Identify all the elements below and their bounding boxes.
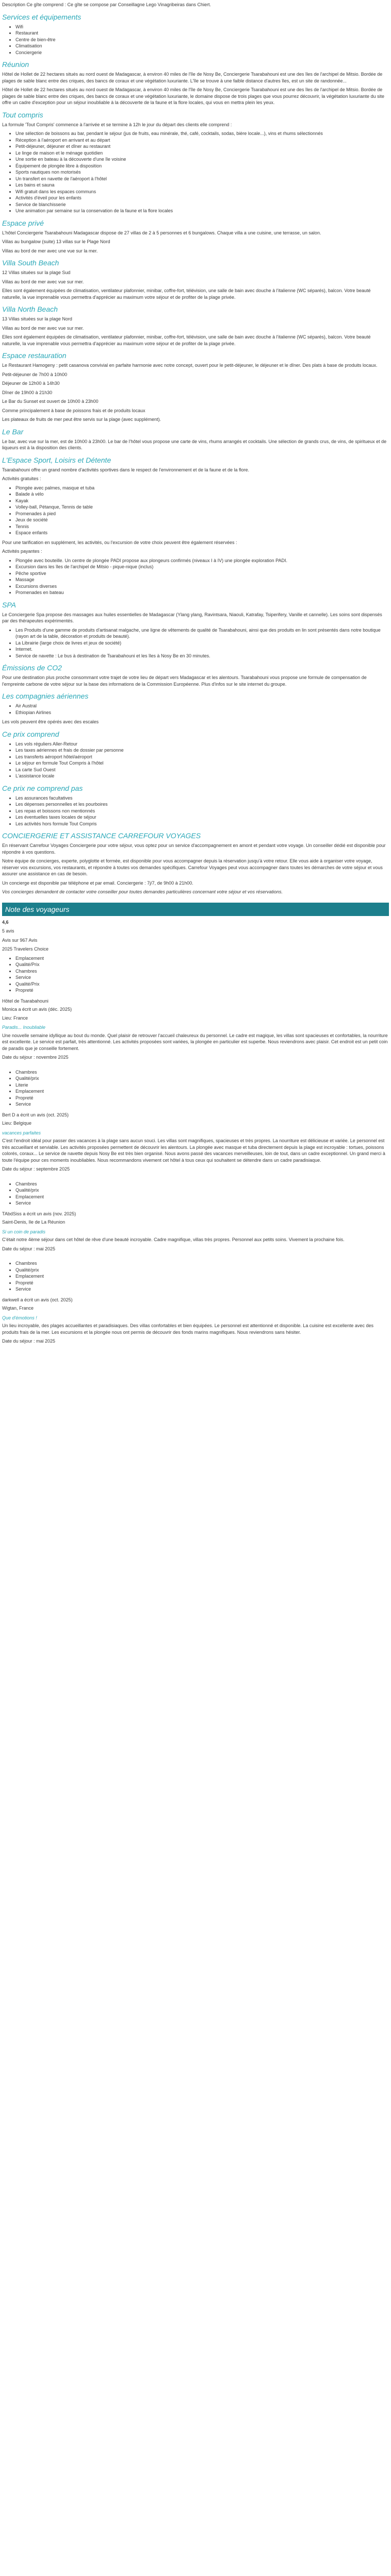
review-card (2, 1181, 389, 1252)
excluded-heading: Ce prix ne comprend pas (2, 784, 83, 792)
villa-south-section (2, 259, 389, 300)
list-item: • Un transfert en navette de l'aéroport à l'hôtel (15, 176, 389, 182)
list-item: • Conciergerie (15, 49, 389, 56)
paragraph: Tsarabahouni offre un grand nombre d'activités sportives dans le respect de l'environnement et de la faune et de la flore. (2, 467, 250, 472)
subheading: Activités payantes : (2, 549, 42, 554)
list-item: • Emplacement (15, 1273, 389, 1280)
paragraph: Le bar, avec vue sur la mer, est de 10h00 à 23h00. Le bar de l'hôtel vous propose une carte de vins, rhums arrangés et cocktails. Une sélection de grands crus, de vins, de spiritueux et de liqueurs est à la disposition des clients. (2, 438, 387, 450)
list-item: • Wifi (15, 24, 389, 30)
review-text: C'est l'endroit idéal pour passer des vacances à la plage sans aucun souci. Les villas sont magnifiques, spacieuses et très propres. La nourriture est délicieuse et variée. Le personnel est très accueillant et serviable. Les activités proposées permettent de découvrir les alentours. La plongée avec masque et tuba directement depuis la plage est incroyable : tortues, poissons colorés, coraux... Le service de navette depuis Nosy Be est très bien organisé. Nous avons passé des vacances merveilleuses, loin de tout, dans un cadre exceptionnel. Un grand merci à toute l'équipe pour ces moments inoubliables. Nous recommandons vivement cet hôtel à tous ceux qui souhaitent se détendre dans un cadre paradisiaque. (2, 1138, 385, 1163)
review-criteria (2, 1260, 389, 1293)
paragraph: 12 Villas situées sur la plage Sud (2, 270, 71, 275)
review-location: Saint-Denis, Ile de La Réunion (2, 1219, 66, 1225)
list-item: • Plongée avec palmes, masque et tuba (15, 485, 389, 492)
paragraph: Hôtel de Hollet de 22 hectares situés au nord ouest de Madagascar, à environ 40 miles de l'île de Nosy Be, Conciergerie Tsarabahouni est une des îles de l'archipel de Mitsio. Bordée de plages de sable blanc entre des criques, des bancs de coraux et une végétation luxuriante, le domaine dispose de trois plages que vous pourrez découvrir, la végétation luxuriante du site offre un cadre d'exception pour un séjour inoubliable à la découverte de la faune et la flore locales, qui vous en mettra plein les yeux. (2, 87, 384, 105)
list-item: • Chambres (15, 1069, 389, 1076)
list-item: • Excursion dans les îles de l'archipel de Mitsio - pique-nique (inclus) (15, 564, 389, 570)
paragraph: En réservant Carrefour Voyages Conciergerie pour votre séjour, vous optez pour un service d'accompagnement en amont et pendant votre voyage. Un conseiller dédié est disponible pour répondre à vos questions. (2, 843, 386, 855)
bar-section (2, 428, 389, 451)
list-item: • Les activités hors formule Tout Compris (15, 821, 389, 827)
paragraph: Notre équipe de concierges, experte, polyglotte et formée, est disponible pour vous accompagner depuis la réservation jusqu'à votre retour. Elle vous aide à organiser votre voyage, réserver vos excursions, vos restaurants, et répondre à toutes vos demandes spécifiques. Carrefour Voyages peut vous accompagner dans toutes les démarches de votre séjour et vous assurer une assistance en cas de besoin. (2, 858, 383, 876)
list-item: • Qualité/prix (15, 1075, 389, 1082)
espace-prive-section (2, 219, 389, 255)
review-location: Lieu: Belgique (2, 1121, 32, 1126)
list-item: • Qualité/prix (15, 1267, 389, 1274)
loisirs-heading: L'Espace Sport, Loisirs et Détente (2, 455, 111, 464)
services-heading: Services et équipements (2, 12, 82, 21)
list-item: • Les éventuelles taxes locales de séjour (15, 814, 389, 821)
list-item: • Jeux de société (15, 517, 389, 523)
paragraph: L'hôtel Conciergerie Tsarabahouni Madagascar dispose de 27 villas de 2 à 5 personnes et 6 bungalows. Chaque villa a une cuisine, une terrasse, un salon. (2, 230, 321, 235)
list-item: • Promenades à pied (15, 511, 389, 517)
reviews-banner: Note des voyageurs (2, 903, 389, 916)
list-item: • Climatisation (15, 43, 389, 49)
spa-list (2, 627, 389, 659)
list-item: • Air Austral (15, 703, 389, 709)
paragraph: Vos concierges demandent de contacter votre conseiller pour toutes demandes particulières concernant votre séjour et vos réservations. (2, 889, 283, 894)
list-item: • Les dépenses personnelles et les pourboires (15, 801, 389, 808)
review-title: Paradis... Inoubliable (2, 1025, 46, 1030)
espace-prive-heading: Espace privé (2, 218, 44, 227)
villa-north-section (2, 305, 389, 347)
list-item: • Ethiopian Airlines (15, 709, 389, 716)
list-item: • Activités d'éveil pour les enfants (15, 195, 389, 201)
review-criteria (2, 1069, 389, 1108)
list-item: • Emplacement (15, 1194, 389, 1200)
list-item: • Le linge de maison et le ménage quotidien (15, 150, 389, 157)
review-card (2, 1260, 389, 1345)
list-item: • Qualité/Prix (15, 961, 389, 968)
list-item: • Le séjour en formule Tout Compris à l'hôtel (15, 760, 389, 767)
conciergerie-section (2, 832, 389, 895)
reviews-summary (2, 919, 389, 953)
paragraph: Villas au bord de mer avec vue sur mer. (2, 325, 84, 331)
review-stay-date: Date du séjour : mai 2025 (2, 1246, 56, 1251)
list-item: • Propreté (15, 987, 389, 994)
paragraph: Un concierge est disponible par téléphone et par email. Conciergerie : 7j/7, de 9h00 à 21h00. (2, 880, 193, 886)
list-item: • Promenades en bateau (15, 589, 389, 596)
airlines-list (2, 703, 389, 716)
review-source: 2025 Travelers Choice (2, 946, 49, 952)
review-title: vacances parfaites (2, 1130, 41, 1136)
list-item: • Massage (15, 577, 389, 583)
free-activities-list (2, 485, 389, 536)
paragraph: Hôtel de Hollet de 22 hectares situés au nord ouest de Madagascar, à environ 40 miles de l'île de Nosy Be, Conciergerie Tsarabahouni est une des îles de l'archipel de Mitsio. Bordée de plages de sable blanc entre des criques, des bancs de coraux et une végétation luxuriante. L'île se trouve à une faible distance d'autres îles, est un site de randonnée... (2, 72, 383, 83)
excluded-list (2, 795, 389, 827)
paragraph: Dîner de 19h00 à 21h30 (2, 389, 53, 395)
review-criteria (2, 1181, 389, 1207)
list-item: • Qualité/Prix (15, 981, 389, 988)
list-item: • Petit-déjeuner, déjeuner et dîner au restaurant (15, 143, 389, 150)
list-item: • La Librairie (large choix de livres et jeux de société) (15, 640, 389, 647)
loisirs-section (2, 456, 389, 596)
review-stay-date: Date du séjour : septembre 2025 (2, 1166, 70, 1172)
list-item: • Chambres (15, 968, 389, 975)
included-list (2, 741, 389, 779)
list-item: • Service (15, 974, 389, 981)
review-location: Lieu: France (2, 1015, 28, 1021)
review-stay-date: Date du séjour : novembre 2025 (2, 1055, 69, 1060)
review-text: C'était notre 4ème séjour dans cet hôtel de rêve d'une beauté incroyable. Cadre magnifique, villas très propres. Personnel aux petits soins. Vivement la prochaine fois. (2, 1237, 345, 1242)
list-item: • Les taxes aériennes et frais de dossier par personne (15, 747, 389, 754)
list-item: • Réception à l'aéroport en arrivant et au départ (15, 137, 389, 144)
paragraph: Pour une tarification en supplément, les activités, ou l'excursion de votre choix peuvent être également réservées : (2, 539, 237, 545)
paragraph: Petit-déjeuner de 7h00 à 10h00 (2, 371, 68, 377)
spa-section (2, 601, 389, 659)
list-item: • Chambres (15, 1260, 389, 1267)
list-item: • Service (15, 1101, 389, 1108)
bar-heading: Le Bar (2, 427, 24, 436)
list-item: • Sports nautiques non motorisés (15, 169, 389, 176)
restaurant-heading: Espace restauration (2, 351, 67, 360)
co2-section (2, 664, 389, 687)
included-heading: Ce prix comprend (2, 730, 59, 738)
restaurant-section (2, 351, 389, 423)
tout-compris-heading: Tout compris (2, 110, 43, 119)
co2-heading: Émissions de CO2 (2, 664, 62, 672)
review-title: Si un coin de paradis (2, 1229, 46, 1234)
review-score: 4,6 (2, 919, 9, 925)
review-title: Que d'émotions ! (2, 1315, 37, 1320)
list-item: • Propreté (15, 1095, 389, 1101)
paragraph: Elles sont également équipées de climatisation, ventilateur plafonnier, minibar, coffre-fort, télévision, une salle de bain avec douche à l'italienne (WC séparés), balcon. Votre beauté naturelle, la vue imprenable vous permettra d'apprécier au maximum votre séjour et de profiter de la plage privée. (2, 288, 371, 300)
paragraph: Villas au bungalow (suite) 13 villas sur le Plage Nord (2, 239, 110, 244)
excluded-section (2, 784, 389, 827)
airlines-section (2, 692, 389, 725)
list-item: • Service (15, 1286, 389, 1293)
paid-activities-list (2, 557, 389, 596)
paragraph: Déjeuner de 12h00 à 14h30 (2, 381, 60, 386)
list-item: • Emplacement (15, 955, 389, 962)
paragraph: Les vols peuvent être opérés avec des escales (2, 719, 99, 724)
review-card (2, 955, 389, 1061)
subheading: Activités gratuites : (2, 476, 41, 481)
list-item: • Une animation par semaine sur la conservation de la faune et la flore locales (15, 208, 389, 214)
list-item: • Plongée avec bouteille. Un centre de plongée PADI propose aux plongeurs confirmés (niveaux I à IV) une plongée exploration PADI. (15, 557, 389, 564)
paragraph: Les plateaux de fruits de mer peut être servis sur la plage (avec supplément). (2, 417, 161, 422)
list-item: • Kayak (15, 498, 389, 504)
reunion-heading: Réunion (2, 60, 29, 69)
paragraph: Le Restaurant Hamogeny : petit casanova convivial en parfaite harmonie avec notre concept, ouvert pour le petit-déjeuner, le déjeuner et le dîner. Des plats à base de produits locaux. (2, 363, 378, 368)
list-item: • Centre de bien-être (15, 37, 389, 43)
spa-heading: SPA (2, 600, 16, 609)
list-item: • Les assurances facultatives (15, 795, 389, 802)
list-item: • Tennis (15, 523, 389, 530)
intro-text: Description Ce gîte comprend : Ce gîte se compose par Conseillagne Lego Vinagribeiras dans Chiert. (2, 2, 211, 7)
list-item: • Les Produits d'une gamme de produits d'artisanat malgache, une ligne de vêtements de qualité de Tsarabahouni, ainsi que des produits en lin sont présentés dans notre boutique (rayon art de la table, décoration et produits de beauté). (15, 627, 389, 640)
list-item: • Restaurant (15, 30, 389, 37)
paragraph: Le Bar du Sunset est ouvert de 10h00 à 23h00 (2, 399, 99, 404)
review-count: 5 avis (2, 928, 14, 934)
list-item: • Qualité/prix (15, 1187, 389, 1194)
airlines-heading: Les compagnies aériennes (2, 692, 89, 700)
review-stay-date: Date du séjour : mai 2025 (2, 1338, 56, 1344)
villa-south-heading: Villa South Beach (2, 259, 59, 267)
paragraph: 13 Villas situées sur la plage Nord (2, 316, 72, 321)
services-list (2, 24, 389, 56)
review-criteria (2, 955, 389, 994)
review-author: Monica a écrit un avis (déc. 2025) (2, 1007, 72, 1012)
list-item: • Wifi gratuit dans les espaces communs (15, 189, 389, 195)
list-item: • Les transferts aéroport hôtel/aéroport (15, 754, 389, 760)
paragraph: Le Conciergerie Spa propose des massages aux huiles essentielles de Madagascar (Ylang ylang, Ravintsara, Niaouli, Katrafay, Tsiperifery, Vanille et cannelle). Les soins sont dispensés par des thérapeutes expérimentés. (2, 612, 382, 623)
list-item: • Les repas et boissons non mentionnés (15, 808, 389, 815)
list-item: • Propreté (15, 1280, 389, 1286)
list-item: • La carte Sud Ouest (15, 767, 389, 773)
included-section (2, 730, 389, 779)
paragraph: Pour une destination plus proche consommant votre trajet de votre lieu de départ vers Madagascar et les alentours. Tsarabahouni vous propose une formule de compensation de l'empreinte carbone de votre séjour sur la base des informations de la Commission Européenne. Plus d'infos sur le site internet du groupe. (2, 675, 367, 687)
list-item: • Service de blanchisserie (15, 201, 389, 208)
review-text: Un lieu incroyable, des plages accueillantes et paradisiaques. Des villas confortables et bien équipées. Le personnel est attentionné et disponible. La cuisine est excellente avec des produits frais de la mer. Les excursions et la plongée nous ont permis de découvrir des fonds marins magnifiques. Nous reviendrons sans hésiter. (2, 1323, 373, 1335)
paragraph: La formule 'Tout Compris' commence à l'arrivée et se termine à 12h le jour du départ des clients elle comprend : (2, 122, 232, 127)
list-item: • Excursions diverses (15, 583, 389, 590)
list-item: • Chambres (15, 1181, 389, 1188)
reunion-section (2, 60, 389, 106)
list-item: • L'assistance locale (15, 773, 389, 779)
review-author: Bert D a écrit un avis (oct. 2025) (2, 1112, 69, 1117)
list-item: • Literie (15, 1082, 389, 1089)
paragraph: Villas au bord de mer avec une vue sur la mer. (2, 248, 98, 253)
services-section (2, 13, 389, 56)
conciergerie-heading: CONCIERGERIE ET ASSISTANCE CARREFOUR VOYAGES (2, 832, 201, 840)
list-item: • Volley-ball, Pétanque, Tennis de table (15, 504, 389, 511)
review-text: Une nouvelle semaine idyllique au bout du monde. Quel plaisir de retrouver l'accueil chaleureux du personnel. Le cadre est magique, les villas sont spacieuses et confortables, la nourriture est excellente. Le service est parfait, très attentionné. Les activités proposées sont variées, la plongée en particulier est superbe. Nous reviendrons avec plaisir. Cet endroit est un petit coin de paradis que je conseille fortement. (2, 1032, 388, 1051)
list-item: • Les vols réguliers Aller-Retour (15, 741, 389, 748)
list-item: • Les bains et sauna (15, 182, 389, 189)
paragraph: Elles sont également équipées de climatisation, ventilateur plafonnier, minibar, coffre-fort, télévision, une salle de bain avec douche à l'italienne (WC séparés), balcon. Votre beauté naturelle, la vue imprenable vous permettra d'apprécier au maximum votre séjour et de profiter de la plage privée. (2, 334, 371, 346)
villa-north-heading: Villa North Beach (2, 305, 58, 313)
paragraph: Comme principalement à base de poissons frais et de produits locaux (2, 408, 145, 413)
paragraph: Villas au bord de mer avec vue sur mer. (2, 279, 84, 284)
review-author: darkwell a écrit un avis (oct. 2025) (2, 1297, 73, 1302)
review-author: TAbdSiss a écrit un avis (nov. 2025) (2, 1211, 76, 1216)
list-item: • Équipement de plongée libre à disposition (15, 163, 389, 170)
tout-compris-section (2, 111, 389, 214)
review-location: Wigtan, France (2, 1306, 34, 1311)
list-item: • Emplacement (15, 1088, 389, 1095)
list-item: • Balade à vélo (15, 491, 389, 498)
list-item: • Une sélection de boissons au bar, pendant le séjour (jus de fruits, eau minérale, thé, café, cocktails, sodas, bière locale...), vins et rhums sélectionnés (15, 130, 389, 137)
review-place: Hôtel de Tsarabahouni (2, 998, 48, 1004)
list-item: • Pêche sportive (15, 570, 389, 577)
list-item: • Une sortie en bateau à la découverte d'une île voisine (15, 156, 389, 163)
list-item: • Espace enfants (15, 530, 389, 536)
review-card (2, 1069, 389, 1173)
list-item: • Service de navette : Le bus à destination de Tsarabahouni et les îles à Nosy Be en 30 minutes. (15, 653, 389, 659)
tout-compris-list (2, 130, 389, 214)
review-count-label: Avis sur 967 Avis (2, 937, 38, 943)
list-item: • Service (15, 1200, 389, 1207)
list-item: • Internet. (15, 646, 389, 653)
